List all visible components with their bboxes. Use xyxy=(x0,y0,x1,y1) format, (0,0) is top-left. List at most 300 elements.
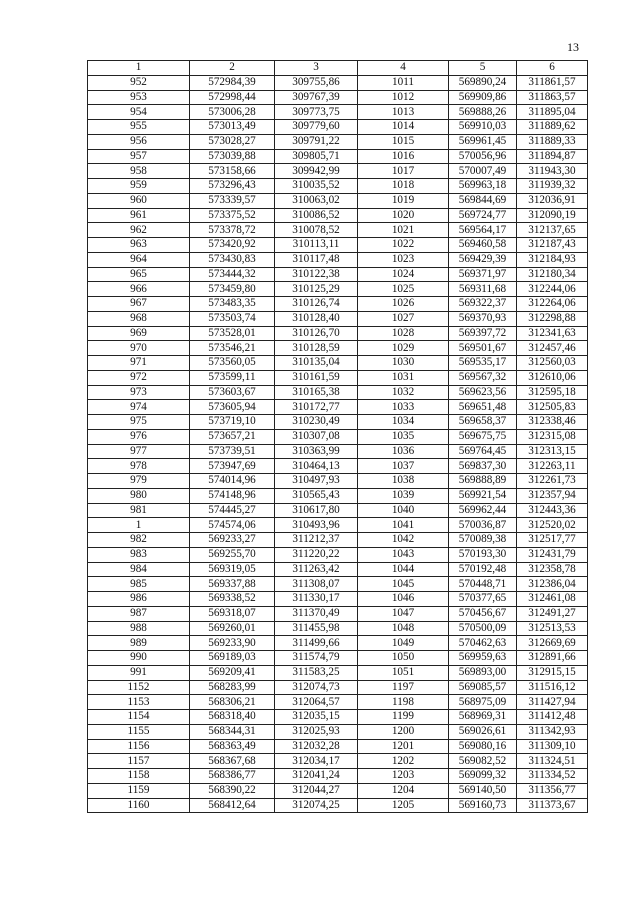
table-cell: 1205 xyxy=(358,798,449,813)
table-cell: 959 xyxy=(88,179,190,194)
table-cell: 568386,77 xyxy=(190,769,275,784)
table-cell: 309942,99 xyxy=(275,164,358,179)
table-cell: 573605,94 xyxy=(190,400,275,415)
table-cell: 1031 xyxy=(358,370,449,385)
table-cell: 1028 xyxy=(358,326,449,341)
table-cell: 309773,75 xyxy=(275,105,358,120)
table-cell: 970 xyxy=(88,341,190,356)
table-cell: 1051 xyxy=(358,665,449,680)
table-cell: 981 xyxy=(88,503,190,518)
table-cell: 311894,87 xyxy=(517,149,588,164)
table-row xyxy=(88,459,588,474)
table-cell: 312090,19 xyxy=(517,208,588,223)
table-cell: 573560,05 xyxy=(190,356,275,371)
table-cell: 570456,67 xyxy=(449,606,517,621)
table-cell: 311220,22 xyxy=(275,547,358,562)
column-header: 6 xyxy=(517,61,588,76)
table-cell: 312517,77 xyxy=(517,533,588,548)
table-cell: 1043 xyxy=(358,547,449,562)
table-cell: 569961,45 xyxy=(449,134,517,149)
table-cell: 1025 xyxy=(358,282,449,297)
table-cell: 312036,91 xyxy=(517,193,588,208)
table-cell: 978 xyxy=(88,459,190,474)
table-cell: 310161,59 xyxy=(275,370,358,385)
table-cell: 312520,02 xyxy=(517,518,588,533)
table-cell: 958 xyxy=(88,164,190,179)
table-cell: 312457,46 xyxy=(517,341,588,356)
table-cell: 310307,08 xyxy=(275,429,358,444)
table-cell: 312184,93 xyxy=(517,252,588,267)
table-cell: 310078,52 xyxy=(275,223,358,238)
table-cell: 569909,86 xyxy=(449,90,517,105)
table-header-row xyxy=(88,61,588,76)
table-cell: 953 xyxy=(88,90,190,105)
table-cell: 1048 xyxy=(358,621,449,636)
column-header: 4 xyxy=(358,61,449,76)
table-cell: 569160,73 xyxy=(449,798,517,813)
table-cell: 569535,17 xyxy=(449,356,517,371)
table-cell: 310122,38 xyxy=(275,267,358,282)
table-row xyxy=(88,326,588,341)
table-cell: 311324,51 xyxy=(517,754,588,769)
table-cell: 569338,52 xyxy=(190,592,275,607)
table-cell: 310363,99 xyxy=(275,444,358,459)
table-cell: 1153 xyxy=(88,695,190,710)
table-cell: 311212,37 xyxy=(275,533,358,548)
table-cell: 983 xyxy=(88,547,190,562)
table-cell: 573599,11 xyxy=(190,370,275,385)
table-cell: 310464,13 xyxy=(275,459,358,474)
table-cell: 569890,24 xyxy=(449,75,517,90)
table-cell: 312137,65 xyxy=(517,223,588,238)
table-cell: 312461,08 xyxy=(517,592,588,607)
table-cell: 570500,09 xyxy=(449,621,517,636)
table-cell: 312035,15 xyxy=(275,710,358,725)
table-cell: 312074,73 xyxy=(275,680,358,695)
table-cell: 568344,31 xyxy=(190,724,275,739)
table-cell: 573375,52 xyxy=(190,208,275,223)
table-cell: 960 xyxy=(88,193,190,208)
table-cell: 965 xyxy=(88,267,190,282)
table-cell: 1039 xyxy=(358,488,449,503)
table-cell: 573657,21 xyxy=(190,429,275,444)
table-cell: 312244,06 xyxy=(517,282,588,297)
table-cell: 569844,69 xyxy=(449,193,517,208)
table-cell: 569564,17 xyxy=(449,223,517,238)
table-cell: 955 xyxy=(88,120,190,135)
table-row xyxy=(88,429,588,444)
table-cell: 310063,02 xyxy=(275,193,358,208)
table-cell: 1046 xyxy=(358,592,449,607)
table-cell: 969 xyxy=(88,326,190,341)
table-row xyxy=(88,267,588,282)
column-header: 3 xyxy=(275,61,358,76)
table-cell: 569140,50 xyxy=(449,783,517,798)
table-row xyxy=(88,769,588,784)
table-cell: 991 xyxy=(88,665,190,680)
table-cell: 312180,34 xyxy=(517,267,588,282)
table-cell: 310165,38 xyxy=(275,385,358,400)
table-cell: 311895,04 xyxy=(517,105,588,120)
table-cell: 988 xyxy=(88,621,190,636)
table-cell: 569963,18 xyxy=(449,179,517,194)
table-cell: 311499,66 xyxy=(275,636,358,651)
table-cell: 1021 xyxy=(358,223,449,238)
table-cell: 1029 xyxy=(358,341,449,356)
table-cell: 312041,24 xyxy=(275,769,358,784)
table-row xyxy=(88,193,588,208)
table-cell: 312263,11 xyxy=(517,459,588,474)
table-cell: 1026 xyxy=(358,297,449,312)
table-cell: 312560,03 xyxy=(517,356,588,371)
table-row xyxy=(88,238,588,253)
table-cell: 570192,48 xyxy=(449,562,517,577)
table-cell: 1198 xyxy=(358,695,449,710)
table-cell: 569651,48 xyxy=(449,400,517,415)
table-cell: 573430,83 xyxy=(190,252,275,267)
table-cell: 570462,63 xyxy=(449,636,517,651)
table-cell: 1030 xyxy=(358,356,449,371)
table-cell: 310128,59 xyxy=(275,341,358,356)
table-row xyxy=(88,208,588,223)
table-cell: 1017 xyxy=(358,164,449,179)
table-cell: 1201 xyxy=(358,739,449,754)
table-cell: 570089,38 xyxy=(449,533,517,548)
page-number: 13 xyxy=(567,40,579,54)
table-cell: 569099,32 xyxy=(449,769,517,784)
table-cell: 310135,04 xyxy=(275,356,358,371)
table-cell: 570036,87 xyxy=(449,518,517,533)
table-cell: 568969,31 xyxy=(449,710,517,725)
table-cell: 1018 xyxy=(358,179,449,194)
table-cell: 569370,93 xyxy=(449,311,517,326)
table-cell: 312513,53 xyxy=(517,621,588,636)
table-cell: 1019 xyxy=(358,193,449,208)
table-cell: 1041 xyxy=(358,518,449,533)
table-cell: 569567,32 xyxy=(449,370,517,385)
table-cell: 569724,77 xyxy=(449,208,517,223)
table-row xyxy=(88,297,588,312)
table-row xyxy=(88,533,588,548)
column-header: 5 xyxy=(449,61,517,76)
table-cell: 957 xyxy=(88,149,190,164)
table-cell: 1045 xyxy=(358,577,449,592)
table-cell: 310117,48 xyxy=(275,252,358,267)
table-cell: 1199 xyxy=(358,710,449,725)
table-cell: 972 xyxy=(88,370,190,385)
table-cell: 569318,07 xyxy=(190,606,275,621)
table-cell: 569962,44 xyxy=(449,503,517,518)
table-cell: 311308,07 xyxy=(275,577,358,592)
table-row xyxy=(88,636,588,651)
table-cell: 310493,96 xyxy=(275,518,358,533)
table-cell: 1033 xyxy=(358,400,449,415)
table-cell: 569658,37 xyxy=(449,415,517,430)
table-row xyxy=(88,134,588,149)
table-cell: 573603,67 xyxy=(190,385,275,400)
table-cell: 312034,17 xyxy=(275,754,358,769)
table-cell: 979 xyxy=(88,474,190,489)
table-cell: 985 xyxy=(88,577,190,592)
table-cell: 574014,96 xyxy=(190,474,275,489)
table-cell: 986 xyxy=(88,592,190,607)
table-row xyxy=(88,695,588,710)
table-row xyxy=(88,400,588,415)
table-cell: 312386,04 xyxy=(517,577,588,592)
table-cell: 984 xyxy=(88,562,190,577)
table-cell: 1036 xyxy=(358,444,449,459)
table-cell: 312313,15 xyxy=(517,444,588,459)
column-header: 1 xyxy=(88,61,190,76)
table-cell: 1203 xyxy=(358,769,449,784)
coordinates-table xyxy=(87,60,588,813)
table-cell: 569893,00 xyxy=(449,665,517,680)
table-cell: 312315,08 xyxy=(517,429,588,444)
table-cell: 1160 xyxy=(88,798,190,813)
table-cell: 1042 xyxy=(358,533,449,548)
table-cell: 569233,90 xyxy=(190,636,275,651)
table-cell: 569675,75 xyxy=(449,429,517,444)
table-row xyxy=(88,164,588,179)
table-row xyxy=(88,311,588,326)
table-cell: 569080,16 xyxy=(449,739,517,754)
table-cell: 573459,80 xyxy=(190,282,275,297)
table-cell: 1012 xyxy=(358,90,449,105)
table-cell: 312505,83 xyxy=(517,400,588,415)
table-cell: 311412,48 xyxy=(517,710,588,725)
table-row xyxy=(88,282,588,297)
table-row xyxy=(88,444,588,459)
table-cell: 1016 xyxy=(358,149,449,164)
table-cell: 311373,67 xyxy=(517,798,588,813)
table-row xyxy=(88,739,588,754)
table-cell: 312491,27 xyxy=(517,606,588,621)
table-cell: 312074,25 xyxy=(275,798,358,813)
table-cell: 569501,67 xyxy=(449,341,517,356)
table-cell: 311583,25 xyxy=(275,665,358,680)
table-cell: 569085,57 xyxy=(449,680,517,695)
table-cell: 1032 xyxy=(358,385,449,400)
table-cell: 311889,33 xyxy=(517,134,588,149)
table-cell: 956 xyxy=(88,134,190,149)
table-cell: 311427,94 xyxy=(517,695,588,710)
table-cell: 568318,40 xyxy=(190,710,275,725)
table-row xyxy=(88,518,588,533)
table-cell: 310113,11 xyxy=(275,238,358,253)
table-cell: 1013 xyxy=(358,105,449,120)
table-row xyxy=(88,783,588,798)
table-cell: 954 xyxy=(88,105,190,120)
table-cell: 573028,27 xyxy=(190,134,275,149)
table-row xyxy=(88,90,588,105)
table-cell: 568412,64 xyxy=(190,798,275,813)
table-cell: 1011 xyxy=(358,75,449,90)
table-cell: 573528,01 xyxy=(190,326,275,341)
table-row xyxy=(88,798,588,813)
table-cell: 309779,60 xyxy=(275,120,358,135)
table-cell: 569623,56 xyxy=(449,385,517,400)
table-row xyxy=(88,223,588,238)
table-cell: 573006,28 xyxy=(190,105,275,120)
table-cell: 1034 xyxy=(358,415,449,430)
table-cell: 1044 xyxy=(358,562,449,577)
table-cell: 569921,54 xyxy=(449,488,517,503)
table-row xyxy=(88,592,588,607)
table-cell: 1015 xyxy=(358,134,449,149)
table-row xyxy=(88,149,588,164)
table-cell: 311370,49 xyxy=(275,606,358,621)
table-cell: 310125,29 xyxy=(275,282,358,297)
table-cell: 973 xyxy=(88,385,190,400)
table-cell: 311330,17 xyxy=(275,592,358,607)
table-cell: 312338,46 xyxy=(517,415,588,430)
table-cell: 961 xyxy=(88,208,190,223)
table-cell: 573296,43 xyxy=(190,179,275,194)
table-cell: 312025,93 xyxy=(275,724,358,739)
table-cell: 568367,68 xyxy=(190,754,275,769)
table-cell: 309755,86 xyxy=(275,75,358,90)
table-cell: 573378,72 xyxy=(190,223,275,238)
column-header: 2 xyxy=(190,61,275,76)
table-cell: 312064,57 xyxy=(275,695,358,710)
table-cell: 977 xyxy=(88,444,190,459)
table-cell: 568283,99 xyxy=(190,680,275,695)
table-cell: 569260,01 xyxy=(190,621,275,636)
table-cell: 569319,05 xyxy=(190,562,275,577)
table-cell: 570448,71 xyxy=(449,577,517,592)
table-cell: 312443,36 xyxy=(517,503,588,518)
table-cell: 312032,28 xyxy=(275,739,358,754)
table-cell: 311863,57 xyxy=(517,90,588,105)
table-cell: 966 xyxy=(88,282,190,297)
table-cell: 989 xyxy=(88,636,190,651)
table-cell: 573339,57 xyxy=(190,193,275,208)
table-cell: 1024 xyxy=(358,267,449,282)
table-cell: 1154 xyxy=(88,710,190,725)
table-cell: 311943,30 xyxy=(517,164,588,179)
table-cell: 572998,44 xyxy=(190,90,275,105)
table-cell: 1200 xyxy=(358,724,449,739)
table-cell: 569082,52 xyxy=(449,754,517,769)
table-cell: 1197 xyxy=(358,680,449,695)
table-row xyxy=(88,503,588,518)
table-row xyxy=(88,356,588,371)
table-cell: 312358,78 xyxy=(517,562,588,577)
table-cell: 573947,69 xyxy=(190,459,275,474)
table-cell: 1040 xyxy=(358,503,449,518)
table-cell: 312915,15 xyxy=(517,665,588,680)
table-cell: 310128,40 xyxy=(275,311,358,326)
table-cell: 312044,27 xyxy=(275,783,358,798)
table-cell: 312669,69 xyxy=(517,636,588,651)
table-cell: 568363,49 xyxy=(190,739,275,754)
table-cell: 573013,49 xyxy=(190,120,275,135)
table-cell: 569429,39 xyxy=(449,252,517,267)
table-cell: 976 xyxy=(88,429,190,444)
table-cell: 573719,10 xyxy=(190,415,275,430)
table-cell: 310126,70 xyxy=(275,326,358,341)
table-row xyxy=(88,370,588,385)
table-cell: 574445,27 xyxy=(190,503,275,518)
table-cell: 310497,93 xyxy=(275,474,358,489)
table-cell: 309767,39 xyxy=(275,90,358,105)
table-cell: 311861,57 xyxy=(517,75,588,90)
table-cell: 982 xyxy=(88,533,190,548)
table-cell: 1038 xyxy=(358,474,449,489)
table-cell: 312610,06 xyxy=(517,370,588,385)
table-row xyxy=(88,105,588,120)
table-cell: 312341,63 xyxy=(517,326,588,341)
table-cell: 1152 xyxy=(88,680,190,695)
table-cell: 573420,92 xyxy=(190,238,275,253)
table-cell: 1027 xyxy=(358,311,449,326)
table-row xyxy=(88,415,588,430)
table-cell: 569337,88 xyxy=(190,577,275,592)
table-row xyxy=(88,577,588,592)
table-cell: 573039,88 xyxy=(190,149,275,164)
table-row xyxy=(88,710,588,725)
table-cell: 1155 xyxy=(88,724,190,739)
table-cell: 568390,22 xyxy=(190,783,275,798)
table-cell: 1050 xyxy=(358,651,449,666)
table-cell: 312264,06 xyxy=(517,297,588,312)
table-cell: 311309,10 xyxy=(517,739,588,754)
table-cell: 312357,94 xyxy=(517,488,588,503)
table-cell: 569460,58 xyxy=(449,238,517,253)
table-cell: 573444,32 xyxy=(190,267,275,282)
table-cell: 569371,97 xyxy=(449,267,517,282)
table-cell: 967 xyxy=(88,297,190,312)
table-cell: 311356,77 xyxy=(517,783,588,798)
table-cell: 569255,70 xyxy=(190,547,275,562)
table-cell: 569322,37 xyxy=(449,297,517,312)
table-cell: 311939,32 xyxy=(517,179,588,194)
table-cell: 312298,88 xyxy=(517,311,588,326)
table-cell: 311574,79 xyxy=(275,651,358,666)
table-cell: 569837,30 xyxy=(449,459,517,474)
table-cell: 1047 xyxy=(358,606,449,621)
table-row xyxy=(88,606,588,621)
table-row xyxy=(88,562,588,577)
table-cell: 573483,35 xyxy=(190,297,275,312)
table-row xyxy=(88,474,588,489)
table-cell: 569910,03 xyxy=(449,120,517,135)
table-cell: 1022 xyxy=(358,238,449,253)
table-cell: 573739,51 xyxy=(190,444,275,459)
table-cell: 312261,73 xyxy=(517,474,588,489)
table-cell: 569233,27 xyxy=(190,533,275,548)
table-row xyxy=(88,179,588,194)
table-cell: 311516,12 xyxy=(517,680,588,695)
table-row xyxy=(88,665,588,680)
table-cell: 1158 xyxy=(88,769,190,784)
table-cell: 1202 xyxy=(358,754,449,769)
table-cell: 310617,80 xyxy=(275,503,358,518)
table-row xyxy=(88,621,588,636)
table-cell: 1037 xyxy=(358,459,449,474)
table-cell: 311889,62 xyxy=(517,120,588,135)
table-cell: 569397,72 xyxy=(449,326,517,341)
table-cell: 569189,03 xyxy=(190,651,275,666)
table-cell: 574148,96 xyxy=(190,488,275,503)
table-cell: 1 xyxy=(88,518,190,533)
table-cell: 574574,06 xyxy=(190,518,275,533)
table-cell: 310565,43 xyxy=(275,488,358,503)
table-cell: 312187,43 xyxy=(517,238,588,253)
table-row xyxy=(88,488,588,503)
table-cell: 309791,22 xyxy=(275,134,358,149)
table-cell: 573503,74 xyxy=(190,311,275,326)
